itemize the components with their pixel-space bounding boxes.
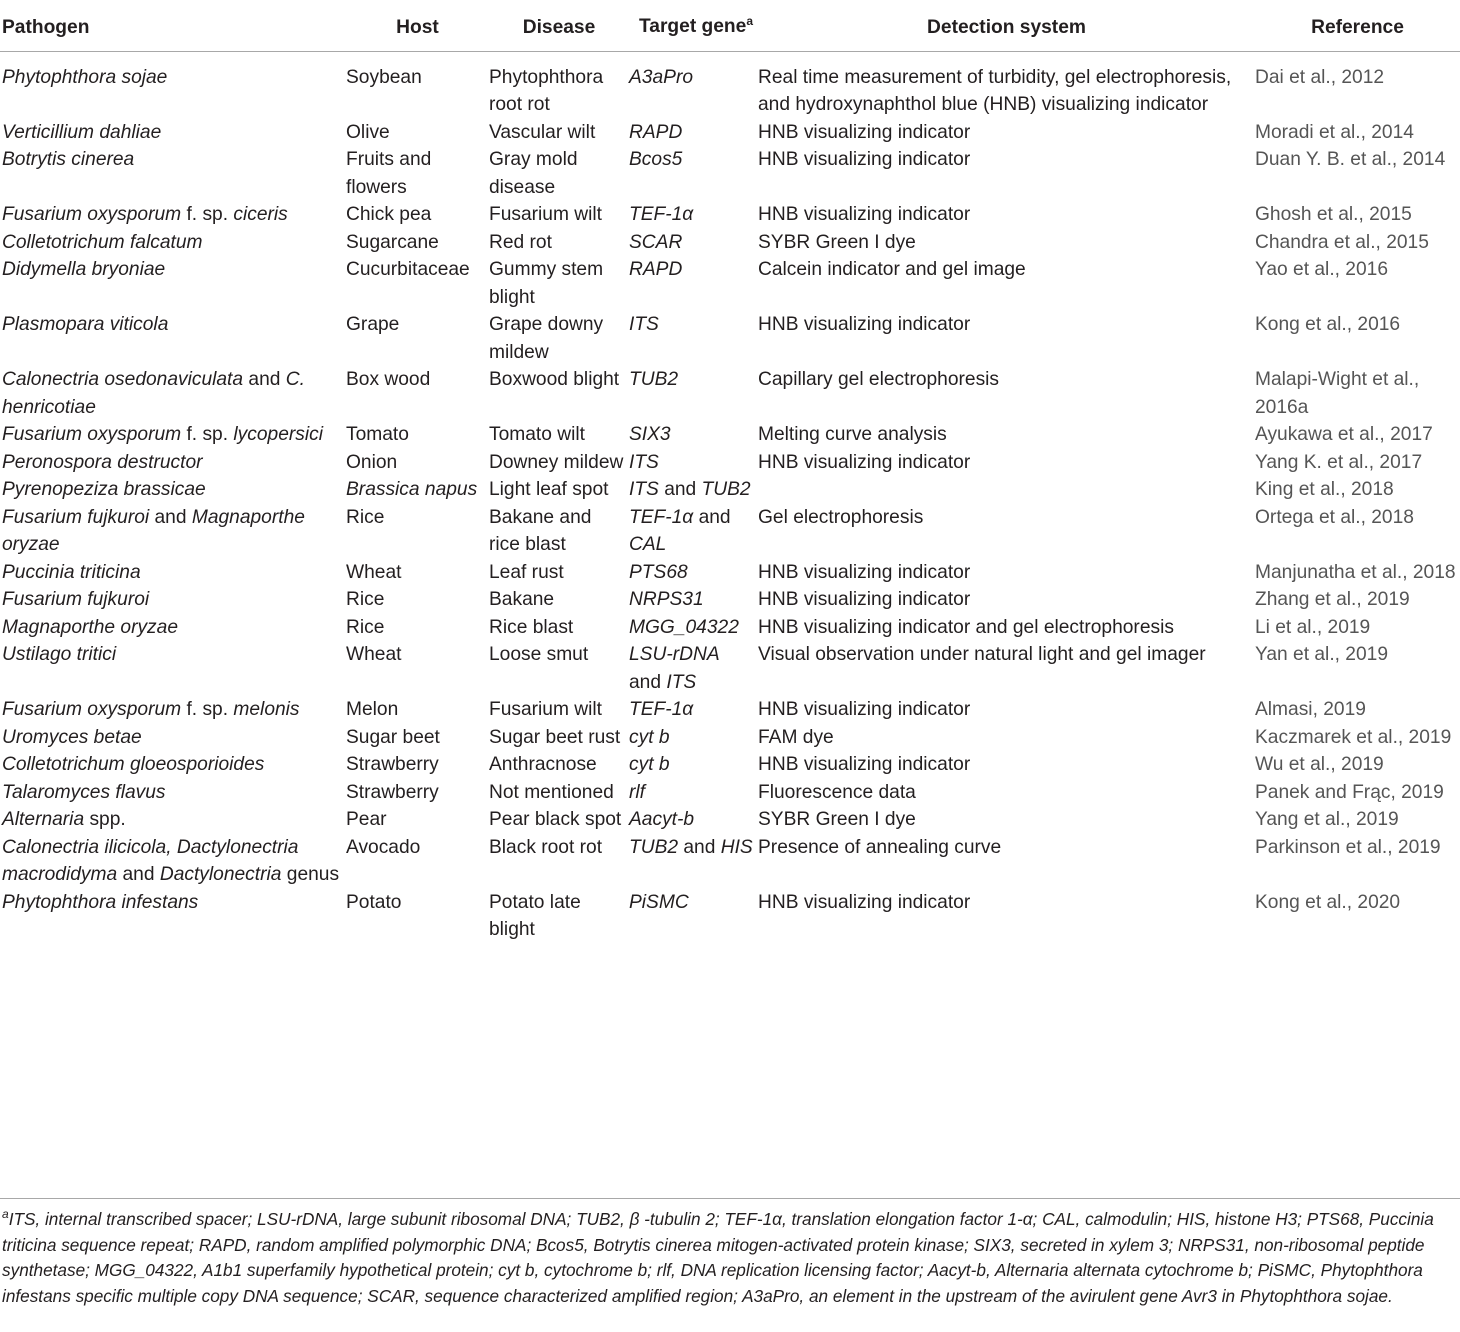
pathogen-cell xyxy=(0,559,346,587)
host-cell-text: Tomato xyxy=(346,424,409,445)
table-row xyxy=(0,449,1460,477)
host-cell xyxy=(346,421,489,449)
pathogen-cell xyxy=(0,119,346,147)
pathogen-cell xyxy=(0,724,346,752)
target-gene-cell-text: MGG_04322 xyxy=(629,616,739,638)
pathogen-cell-text: Pyrenopeziza brassicae xyxy=(2,479,206,500)
disease-cell: Potato late blight xyxy=(489,891,581,940)
disease-cell: Vascular wilt xyxy=(489,121,596,143)
header-pathogen: Pathogen xyxy=(0,8,346,51)
target-gene-cell xyxy=(629,504,758,559)
detection-system-cell: SYBR Green I dye xyxy=(758,231,916,253)
disease-cell: Not mentioned xyxy=(489,781,614,803)
disease-cell: Pear black spot xyxy=(489,809,622,830)
table-row xyxy=(0,119,1460,147)
pathogen-cell-text: Fusarium oxysporum xyxy=(2,204,182,225)
disease-cell: Phytophthora root rot xyxy=(489,66,604,115)
table-header xyxy=(0,8,1460,51)
host-cell xyxy=(346,614,489,642)
host-cell-text: Wheat xyxy=(346,644,402,665)
target-gene-cell xyxy=(629,476,758,504)
host-cell xyxy=(346,146,489,201)
target-gene-cell-text: and xyxy=(693,506,731,528)
host-cell xyxy=(346,641,489,696)
target-gene-cell-text: ITS xyxy=(629,479,659,500)
pathogen-cell-text: Dactylonectria xyxy=(159,864,282,885)
target-gene-cell xyxy=(629,834,758,889)
target-gene-cell xyxy=(629,449,758,477)
target-gene-cell xyxy=(629,421,758,449)
pathogen-cell-text: Verticillium dahliae xyxy=(2,121,162,143)
host-cell xyxy=(346,696,489,724)
disease-cell: Black root rot xyxy=(489,836,603,858)
pathogen-cell-text: Ustilago tritici xyxy=(2,644,117,665)
pathogen-cell-text: lycopersici xyxy=(233,424,323,445)
host-cell xyxy=(346,586,489,614)
reference-cell: Ayukawa et al., 2017 xyxy=(1255,424,1433,445)
disease-cell: Gummy stem blight xyxy=(489,259,604,308)
pathogen-cell xyxy=(0,889,346,948)
pathogen-cell-text: Fusarium fujkuroi xyxy=(2,506,150,528)
detection-system-cell: Melting curve analysis xyxy=(758,424,947,445)
pathogen-cell-text: Talaromyces flavus xyxy=(2,781,166,803)
header-disease: Disease xyxy=(489,8,629,51)
pathogen-cell xyxy=(0,504,346,559)
table-body xyxy=(0,51,1460,948)
host-cell-text: Avocado xyxy=(346,836,421,858)
detection-system-cell: Presence of annealing curve xyxy=(758,836,1002,858)
table-row xyxy=(0,751,1460,779)
target-gene-cell-text: and xyxy=(629,671,667,693)
disease-cell: Grape downy mildew xyxy=(489,314,604,363)
reference-cell: Zhang et al., 2019 xyxy=(1255,589,1410,610)
detection-system-cell: HNB visualizing indicator xyxy=(758,451,971,473)
pathogen-cell-text: Puccinia triticina xyxy=(2,561,141,583)
detection-system-cell: FAM dye xyxy=(758,726,834,748)
reference-cell: Dai et al., 2012 xyxy=(1255,66,1385,88)
disease-cell: Bakane xyxy=(489,589,555,610)
disease-cell: Fusarium wilt xyxy=(489,204,603,225)
reference-cell: Ghosh et al., 2015 xyxy=(1255,204,1412,225)
reference-cell: Kong et al., 2016 xyxy=(1255,314,1401,335)
target-gene-cell-text: A3aPro xyxy=(629,66,693,88)
reference-cell: King et al., 2018 xyxy=(1255,479,1394,500)
table-row xyxy=(0,201,1460,229)
pathogen-cell xyxy=(0,51,346,119)
disease-cell: Sugar beet rust xyxy=(489,726,621,748)
detection-system-cell: HNB visualizing indicator xyxy=(758,561,971,583)
host-cell-text: Melon xyxy=(346,699,399,720)
host-cell-text: Olive xyxy=(346,121,390,143)
host-cell-text: Fruits and flowers xyxy=(346,149,432,198)
host-cell xyxy=(346,834,489,889)
reference-cell: Wu et al., 2019 xyxy=(1255,754,1384,775)
pathogen-cell-text: genus xyxy=(281,864,340,885)
target-gene-cell-text: TEF-1α xyxy=(629,699,694,720)
pathogen-cell xyxy=(0,834,346,889)
target-gene-cell xyxy=(629,119,758,147)
table-row xyxy=(0,614,1460,642)
pathogen-cell xyxy=(0,256,346,311)
reference-cell: Li et al., 2019 xyxy=(1255,616,1371,638)
table-row xyxy=(0,146,1460,201)
pathogen-cell-text: Calonectria ilicicola, Dactylonectria macrodidyma xyxy=(2,836,299,885)
host-cell-text: Soybean xyxy=(346,66,422,88)
target-gene-cell xyxy=(629,779,758,807)
target-gene-cell xyxy=(629,806,758,834)
detection-system-cell: HNB visualizing indicator xyxy=(758,589,971,610)
pathogen-cell xyxy=(0,229,346,257)
host-cell-text: Sugarcane xyxy=(346,231,439,253)
host-cell xyxy=(346,51,489,119)
reference-cell: Kaczmarek et al., 2019 xyxy=(1255,726,1452,748)
disease-cell: Loose smut xyxy=(489,644,589,665)
detection-system-cell: Capillary gel electrophoresis xyxy=(758,369,1000,390)
target-gene-cell xyxy=(629,51,758,119)
pathogen-cell-text: spp. xyxy=(84,809,126,830)
reference-cell: Parkinson et al., 2019 xyxy=(1255,836,1441,858)
pathogen-cell-text: Fusarium oxysporum xyxy=(2,424,182,445)
pathogen-cell xyxy=(0,421,346,449)
table-row xyxy=(0,724,1460,752)
host-cell-text: Pear xyxy=(346,809,387,830)
table-footnote xyxy=(0,1198,1460,1309)
target-gene-cell xyxy=(629,889,758,948)
pathogen-cell xyxy=(0,201,346,229)
footnote-marker: a xyxy=(2,1207,9,1221)
target-gene-cell-text: and xyxy=(678,836,721,858)
target-gene-cell-text: HIS xyxy=(720,836,753,858)
header-target-gene-footnote-marker: a xyxy=(746,14,754,28)
table-row xyxy=(0,834,1460,889)
host-cell xyxy=(346,229,489,257)
disease-cell: Boxwood blight xyxy=(489,369,620,390)
target-gene-cell xyxy=(629,751,758,779)
detection-system-cell: Visual observation under natural light and gel imager xyxy=(758,644,1206,665)
pathogen-cell-text: Phytophthora infestans xyxy=(2,891,199,913)
disease-cell: Fusarium wilt xyxy=(489,699,603,720)
detection-system-cell: HNB visualizing indicator xyxy=(758,314,971,335)
pathogen-cell-text: Magnaporthe oryzae xyxy=(2,506,305,555)
host-cell xyxy=(346,779,489,807)
target-gene-cell xyxy=(629,696,758,724)
reference-cell: Kong et al., 2020 xyxy=(1255,891,1401,913)
target-gene-cell-text: Bcos5 xyxy=(629,149,683,170)
target-gene-cell xyxy=(629,229,758,257)
pathogen-cell xyxy=(0,614,346,642)
host-cell xyxy=(346,751,489,779)
table-row xyxy=(0,889,1460,948)
reference-cell: Duan Y. B. et al., 2014 xyxy=(1255,149,1446,170)
detection-table xyxy=(0,8,1460,948)
host-cell-text: Wheat xyxy=(346,561,402,583)
detection-system-cell: HNB visualizing indicator xyxy=(758,891,971,913)
target-gene-cell-text: rlf xyxy=(629,781,645,803)
table-row xyxy=(0,229,1460,257)
target-gene-cell-text: NRPS31 xyxy=(629,589,704,610)
reference-cell: Moradi et al., 2014 xyxy=(1255,121,1414,143)
table-row xyxy=(0,421,1460,449)
detection-system-cell: HNB visualizing indicator xyxy=(758,204,971,225)
pathogen-cell xyxy=(0,366,346,421)
reference-cell: Malapi-Wight et al., 2016a xyxy=(1255,369,1420,418)
target-gene-cell xyxy=(629,614,758,642)
host-cell xyxy=(346,504,489,559)
pathogen-cell-text: Alternaria xyxy=(2,809,85,830)
pathogen-cell-text: Botrytis cinerea xyxy=(2,149,135,170)
reference-cell: Almasi, 2019 xyxy=(1255,699,1366,720)
header-row xyxy=(0,8,1460,51)
detection-system-cell: HNB visualizing indicator xyxy=(758,754,971,775)
table-row xyxy=(0,806,1460,834)
pathogen-cell-text: Calonectria osedonaviculata xyxy=(2,369,244,390)
detection-system-cell: Calcein indicator and gel image xyxy=(758,259,1026,280)
host-cell xyxy=(346,559,489,587)
host-cell-text: Cucurbitaceae xyxy=(346,259,470,280)
table-row xyxy=(0,51,1460,119)
host-cell-text: Strawberry xyxy=(346,781,439,803)
reference-cell: Yang et al., 2019 xyxy=(1255,809,1399,830)
disease-cell: Gray mold disease xyxy=(489,149,578,198)
pathogen-cell-text: Colletotrichum gloeosporioides xyxy=(2,754,265,775)
target-gene-cell-text: LSU-rDNA xyxy=(629,644,720,665)
pathogen-cell xyxy=(0,779,346,807)
detection-system-cell: HNB visualizing indicator and gel electrophoresis xyxy=(758,616,1174,638)
target-gene-cell xyxy=(629,256,758,311)
target-gene-cell xyxy=(629,201,758,229)
target-gene-cell-text: TUB2 xyxy=(629,836,679,858)
target-gene-cell-text: TEF-1α xyxy=(629,204,694,225)
pathogen-cell-text: and xyxy=(149,506,192,528)
target-gene-cell-text: ITS xyxy=(629,451,659,473)
pathogen-cell-text: Phytophthora sojae xyxy=(2,66,168,88)
pathogen-cell-text: and xyxy=(117,864,160,885)
target-gene-cell xyxy=(629,724,758,752)
detection-system-cell: Gel electrophoresis xyxy=(758,506,924,528)
host-cell xyxy=(346,476,489,504)
disease-cell: Downey mildew xyxy=(489,451,624,473)
reference-cell: Yao et al., 2016 xyxy=(1255,259,1388,280)
host-cell xyxy=(346,201,489,229)
target-gene-cell xyxy=(629,311,758,366)
host-cell xyxy=(346,806,489,834)
footnote-paragraph xyxy=(2,1207,1458,1309)
target-gene-cell-text: ITS xyxy=(629,314,659,335)
host-cell xyxy=(346,256,489,311)
detection-system-cell: HNB visualizing indicator xyxy=(758,699,971,720)
target-gene-cell xyxy=(629,559,758,587)
target-gene-cell-text: RAPD xyxy=(629,121,683,143)
table-row xyxy=(0,476,1460,504)
table-row xyxy=(0,586,1460,614)
pathogen-cell-text: Uromyces betae xyxy=(2,726,142,748)
target-gene-cell xyxy=(629,641,758,696)
pathogen-cell-text: Colletotrichum falcatum xyxy=(2,231,203,253)
target-gene-cell-text: SCAR xyxy=(629,231,683,253)
table-row xyxy=(0,779,1460,807)
target-gene-cell-text: cyt b xyxy=(629,754,670,775)
pathogen-cell-text: Fusarium oxysporum xyxy=(2,699,182,720)
reference-cell: Yan et al., 2019 xyxy=(1255,644,1388,665)
target-gene-cell-text: TUB2 xyxy=(629,369,679,390)
target-gene-cell-text: PiSMC xyxy=(629,891,689,913)
pathogen-cell xyxy=(0,641,346,696)
pathogen-cell-text: f. sp. xyxy=(181,424,234,445)
pathogen-cell xyxy=(0,696,346,724)
pathogen-cell xyxy=(0,806,346,834)
target-gene-cell-text: TEF-1α xyxy=(629,506,694,528)
target-gene-cell-text: cyt b xyxy=(629,726,670,748)
target-gene-cell-text: and xyxy=(658,479,702,500)
host-cell-text: Sugar beet xyxy=(346,726,440,748)
header-reference: Reference xyxy=(1255,8,1460,51)
pathogen-cell-text: Peronospora destructor xyxy=(2,451,203,473)
pathogen-cell-text: Plasmopara viticola xyxy=(2,314,169,335)
pathogen-cell-text: Didymella bryoniae xyxy=(2,259,166,280)
host-cell-text: Chick pea xyxy=(346,204,432,225)
disease-cell: Anthracnose xyxy=(489,754,597,775)
pathogen-cell-text: ciceris xyxy=(233,204,288,225)
table-row xyxy=(0,256,1460,311)
host-cell-text: Rice xyxy=(346,589,385,610)
table-row xyxy=(0,504,1460,559)
target-gene-cell xyxy=(629,366,758,421)
disease-cell: Leaf rust xyxy=(489,561,564,583)
disease-cell: Red rot xyxy=(489,231,552,253)
pathogen-cell xyxy=(0,146,346,201)
pathogen-cell-text: f. sp. xyxy=(181,204,234,225)
disease-cell: Light leaf spot xyxy=(489,479,609,500)
detection-system-cell: HNB visualizing indicator xyxy=(758,149,971,170)
host-cell xyxy=(346,311,489,366)
pathogen-cell-text: Magnaporthe oryzae xyxy=(2,616,178,638)
pathogen-cell xyxy=(0,586,346,614)
detection-system-cell xyxy=(758,476,1255,504)
reference-cell: Chandra et al., 2015 xyxy=(1255,231,1429,253)
table-row xyxy=(0,641,1460,696)
footnote-text: ITS, internal transcribed spacer; LSU-rDNA, large subunit ribosomal DNA; TUB2, β -tubulin 2; TEF-1α, translation elongation factor 1-α; CAL, calmodulin; HIS, histone H3; PTS68, Puccinia triticina sequence repeat; RAPD, random amplified polymorphic DNA; Bcos5, Botrytis cinerea mitogen-activated protein kinase; SIX3, secreted in xylem 3; NRPS31, non-ribosomal peptide synthetase; MGG_04322, A1b1 superfamily hypothetical protein; cyt b, cytochrome b; rlf, DNA replication licensing factor; Aacyt-b, Alternaria alternata cytochrome b; PiSMC, Phytophthora infestans specific multiple copy DNA sequence; SCAR, sequence characterized amplified region; A3aPro, an element in the upstream of the avirulent gene Avr3 in Phytophthora sojae. xyxy=(2,1209,1434,1306)
detection-system-cell: Real time measurement of turbidity, gel electrophoresis, and hydroxynaphthol blue (HNB) visualizing indicator xyxy=(758,66,1232,115)
disease-cell: Tomato wilt xyxy=(489,424,585,445)
table-row xyxy=(0,366,1460,421)
target-gene-cell-text: SIX3 xyxy=(629,424,671,445)
pathogen-cell xyxy=(0,751,346,779)
host-cell-text: Onion xyxy=(346,451,398,473)
host-cell-text: Box wood xyxy=(346,369,431,390)
detection-system-cell: SYBR Green I dye xyxy=(758,809,916,830)
target-gene-cell-text: CAL xyxy=(629,534,667,555)
host-cell-text: Rice xyxy=(346,506,385,528)
header-detection-system: Detection system xyxy=(758,8,1255,51)
target-gene-cell-text: Aacyt-b xyxy=(629,809,695,830)
header-target-gene xyxy=(629,8,758,51)
pathogen-cell-text: C. henricotiae xyxy=(2,369,305,418)
host-cell xyxy=(346,724,489,752)
pathogen-cell xyxy=(0,449,346,477)
host-cell xyxy=(346,119,489,147)
header-target-gene-label: Target gene xyxy=(639,16,747,37)
pathogen-cell xyxy=(0,476,346,504)
reference-cell: Manjunatha et al., 2018 xyxy=(1255,561,1456,583)
pathogen-cell-text: melonis xyxy=(233,699,300,720)
header-host: Host xyxy=(346,8,489,51)
host-cell xyxy=(346,889,489,948)
pathogen-cell-text: Fusarium fujkuroi xyxy=(2,589,150,610)
target-gene-cell xyxy=(629,146,758,201)
host-cell-text: Grape xyxy=(346,314,400,335)
host-cell-text: Potato xyxy=(346,891,402,913)
detection-system-cell: HNB visualizing indicator xyxy=(758,121,971,143)
target-gene-cell-text: PTS68 xyxy=(629,561,688,583)
host-cell-text: Strawberry xyxy=(346,754,439,775)
table-row xyxy=(0,311,1460,366)
host-cell xyxy=(346,366,489,421)
pathogen-cell xyxy=(0,311,346,366)
disease-cell: Rice blast xyxy=(489,616,574,638)
reference-cell: Yang K. et al., 2017 xyxy=(1255,451,1423,473)
target-gene-cell-text: ITS xyxy=(666,671,697,693)
host-cell-text: Rice xyxy=(346,616,385,638)
detection-system-cell: Fluorescence data xyxy=(758,781,916,803)
target-gene-cell-text: TUB2 xyxy=(701,479,751,500)
host-cell-text: Brassica napus xyxy=(346,479,478,500)
target-gene-cell xyxy=(629,586,758,614)
table-row xyxy=(0,696,1460,724)
table-row xyxy=(0,559,1460,587)
pathogen-cell-text: and xyxy=(243,369,286,390)
reference-cell: Ortega et al., 2018 xyxy=(1255,506,1414,528)
host-cell xyxy=(346,449,489,477)
pathogen-cell-text: f. sp. xyxy=(181,699,234,720)
reference-cell: Panek and Frąc, 2019 xyxy=(1255,781,1444,803)
target-gene-cell-text: RAPD xyxy=(629,259,683,280)
disease-cell: Bakane and rice blast xyxy=(489,506,592,555)
